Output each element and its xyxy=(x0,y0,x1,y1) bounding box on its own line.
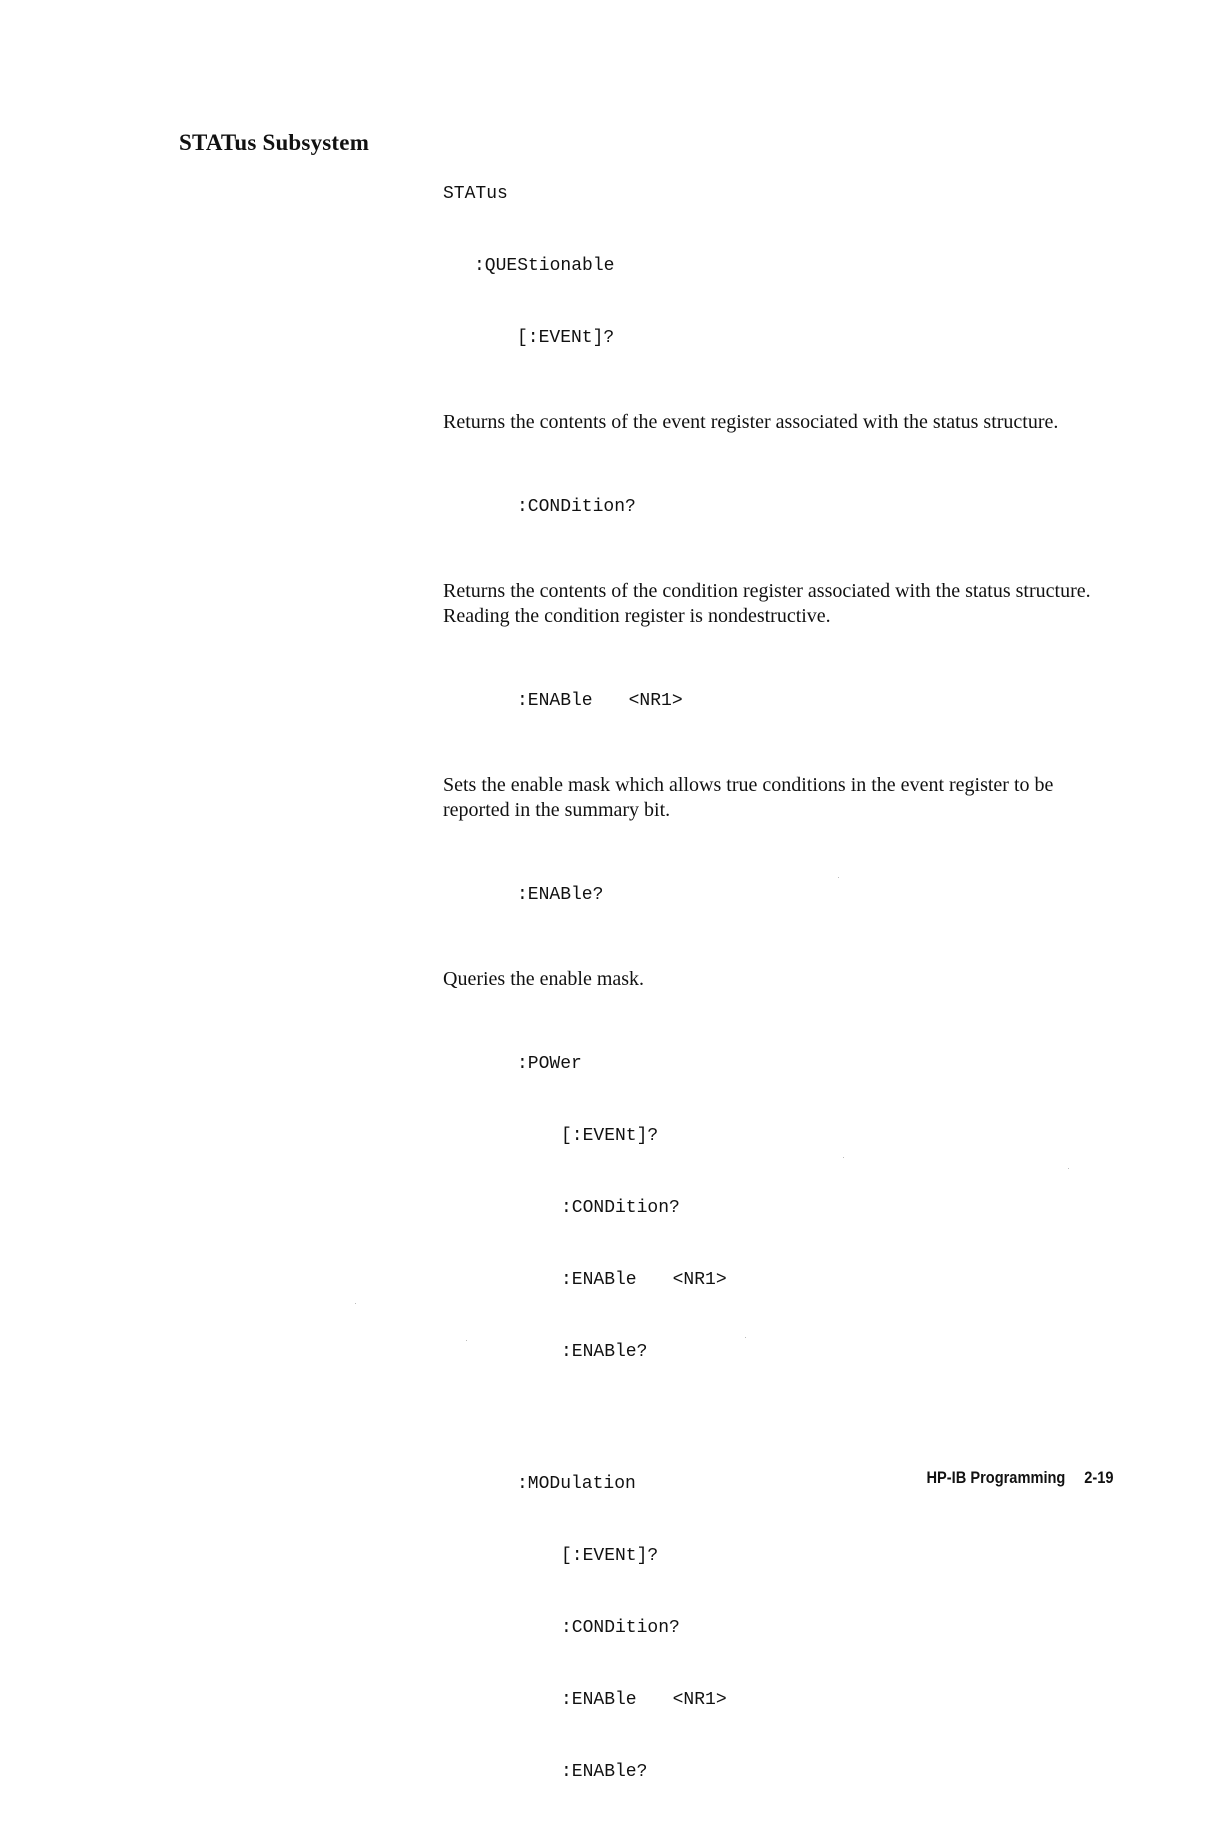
cmd-modulation: :MODulation xyxy=(517,1474,636,1494)
desc-enable: Sets the enable mask which allows true conditions in the event register to be reported in the summary bit. xyxy=(443,774,1054,821)
cmd-block-condition xyxy=(443,447,1123,567)
cmd-power-enable-query: :ENABle? xyxy=(561,1342,648,1362)
command-reference xyxy=(443,134,1123,1832)
cmd-power-enable: :ENABle xyxy=(561,1270,637,1290)
cmd-enable-param: <NR1> xyxy=(628,691,683,711)
cmd-power-enable-param: <NR1> xyxy=(672,1270,727,1290)
desc-event: Returns the contents of the event register associated with the status structure. xyxy=(443,411,1059,433)
cmd-power-enable-line xyxy=(443,1268,1123,1292)
page-footer xyxy=(927,1468,1114,1488)
cmd-block-enable xyxy=(443,641,1123,761)
cmd-questionable: :QUEStionable xyxy=(474,256,615,276)
cmd-enable-line xyxy=(443,689,1123,713)
cmd-modulation-enable-line xyxy=(443,1688,1123,1712)
cmd-power: :POWer xyxy=(517,1054,582,1074)
desc-enable-query: Queries the enable mask. xyxy=(443,968,645,990)
cmd-enable-query: :ENABle? xyxy=(517,885,604,905)
scan-speck xyxy=(355,1303,356,1304)
cmd-event-query: [:EVENt]? xyxy=(517,328,615,348)
scan-speck xyxy=(466,1340,467,1341)
cmd-power-condition: :CONDition? xyxy=(561,1198,680,1218)
page-number: 2-19 xyxy=(1084,1468,1114,1487)
scan-speck xyxy=(745,1337,746,1338)
command-tree-header xyxy=(443,134,1123,398)
cmd-modulation-enable-param: <NR1> xyxy=(672,1690,727,1710)
cmd-status-root: STATus xyxy=(443,184,508,204)
scan-speck xyxy=(843,1157,844,1158)
power-command-tree xyxy=(443,1004,1123,1412)
desc-condition: Returns the contents of the condition register associated with the status structure. Reading the condition register is nondestructive. xyxy=(443,580,1091,627)
cmd-power-event: [:EVENt]? xyxy=(561,1126,659,1146)
cmd-modulation-enable-query: :ENABle? xyxy=(561,1762,648,1782)
cmd-condition-query: :CONDition? xyxy=(517,497,636,517)
cmd-modulation-enable: :ENABle xyxy=(561,1690,637,1710)
cmd-enable: :ENABle xyxy=(517,691,593,711)
section-heading: STATus Subsystem xyxy=(179,130,370,155)
cmd-block-enable-query xyxy=(443,835,1123,955)
footer-chapter: HP-IB Programming xyxy=(926,1468,1066,1487)
cmd-modulation-condition: :CONDition? xyxy=(561,1618,680,1638)
scan-speck xyxy=(838,877,839,878)
cmd-modulation-event: [:EVENt]? xyxy=(561,1546,659,1566)
scan-speck xyxy=(1068,1168,1069,1169)
